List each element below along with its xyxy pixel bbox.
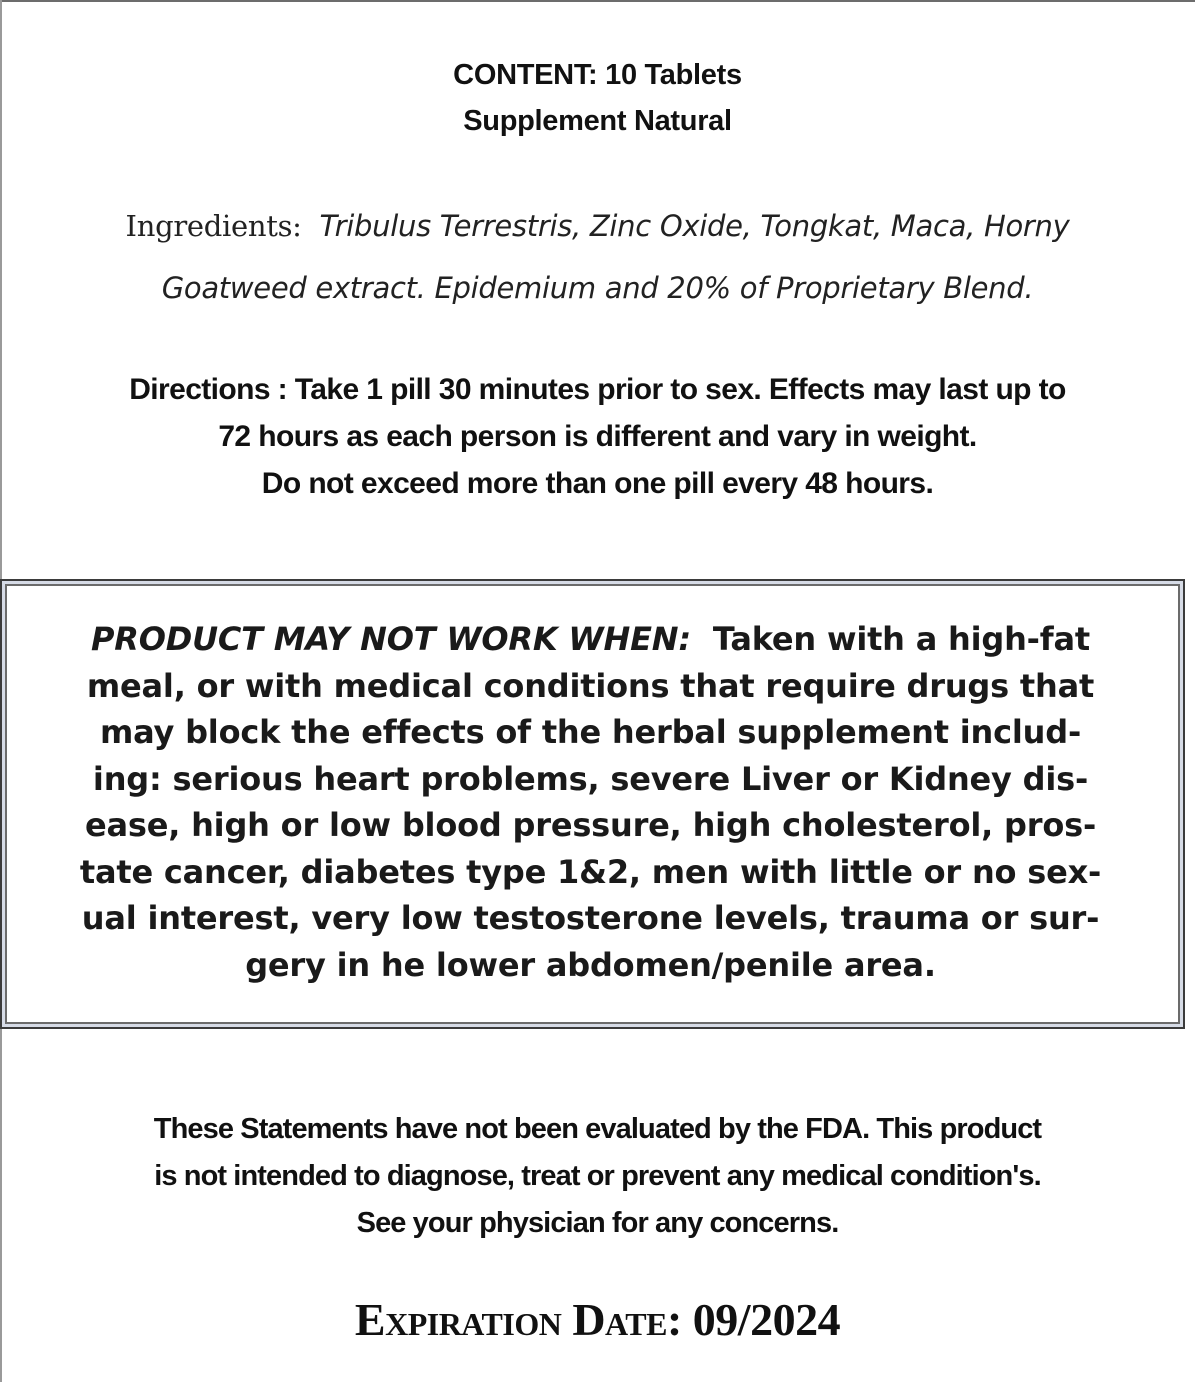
top-border-line [0,0,1195,2]
warning-line-1 [0,616,1181,663]
fda-line-2: is not intended to diagnose, treat or prevent any medical condition's. [154,1160,1041,1192]
ingredients-section [0,195,1195,319]
directions-line-3: Do not exceed more than one pill every 48 hours. [261,467,934,500]
warning-line-3: may block the effects of the herbal supplement includ- [99,713,1082,751]
warning-line-7: ual interest, very low testosterone levels, trauma or sur- [81,899,1100,937]
warning-heading: PRODUCT MAY NOT WORK WHEN: [91,620,691,658]
ingredients-list-part-1: Tribulus Terrestris, Zinc Oxide, Tongkat, Maca, Horny [319,209,1070,243]
fda-line-1: These Statements have not been evaluated by the FDA. This product [153,1113,1042,1145]
directions-line-1: Directions : Take 1 pill 30 minutes prior to sex. Effects may last up to [129,373,1066,406]
warning-line-4: ing: serious heart problems, severe Liver or Kidney dis- [92,759,1089,798]
fda-line-3: See your physician for any concerns. [356,1207,839,1239]
directions-line-2: 72 hours as each person is different and vary in weight. [218,420,977,453]
warning-line-2: meal, or with medical conditions that require drugs that [86,666,1095,705]
ingredients-line-1 [0,195,1195,257]
supplement-type: Supplement Natural [463,105,732,137]
warning-line-5: ease, high or low blood pressure, high cholesterol, pros- [84,806,1097,844]
label-header [0,52,1195,144]
fda-disclaimer [0,1106,1195,1247]
content-count: CONTENT: 10 Tablets [453,59,742,91]
ingredients-label: Ingredients: [125,209,302,243]
warning-line-8: gery in he lower abdomen/penile area. [245,945,936,984]
expiration-date: Expiration Date: 09/2024 [354,1294,841,1345]
warning-text [0,616,1181,988]
directions-section [0,366,1195,507]
ingredients-list-part-2: Goatweed extract. Epidemium and 20% of Proprietary Blend. [161,271,1034,305]
warning-line-6: tate cancer, diabetes type 1&2, men with little or no sex- [79,852,1102,891]
warning-line-1-rest: Taken with a high-fat [712,620,1090,658]
